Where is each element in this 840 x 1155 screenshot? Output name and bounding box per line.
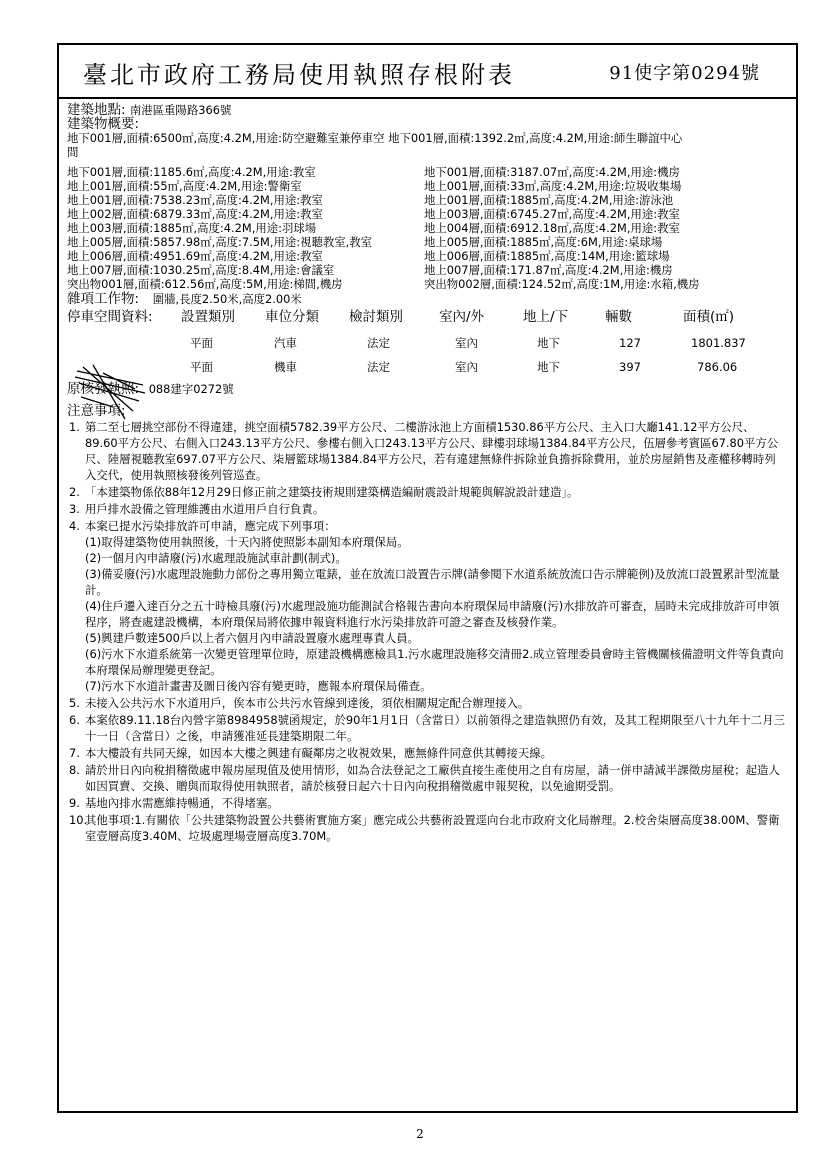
note-number: 8. bbox=[69, 763, 80, 777]
floor-right: 地上006層,面積:1885㎡,高度:14M,用途:籃球場 bbox=[424, 249, 670, 263]
note-text: 基地內排水需應維持暢通，不得堵塞。 bbox=[85, 796, 279, 810]
note-text: 本案已提水污染排放許可申請，應完成下列事項： bbox=[85, 519, 336, 533]
document-frame bbox=[57, 43, 798, 1113]
floor-right: 地上001層,面積:33㎡,高度:4.2M,用途:垃圾收集場 bbox=[424, 179, 682, 193]
parking-cell: 平面 bbox=[190, 336, 213, 350]
floor-row bbox=[67, 221, 786, 235]
parking-cell: 127 bbox=[619, 336, 641, 350]
floor-left: 地上005層,面積:5857.98㎡,高度:7.5M,用途:視聽教室,教室 bbox=[67, 235, 373, 249]
note-number: 3. bbox=[69, 502, 80, 516]
subnote-item: (4)住戶遷入達百分之五十時檢具廢(污)水處理設施功能測試合格報告書向本府環保局申請廢(污)水排放許可審查，屆時未完成排放許可申領程序，將查處建設機構，本府環保局將依據申報資料進行水污染排放許可證之審查及核發作業。 bbox=[85, 599, 780, 629]
parking-header bbox=[67, 308, 786, 330]
floor-right: 地上005層,面積:1885㎡,高度:6M,用途:桌球場 bbox=[424, 235, 663, 249]
overview-line-wrap: 間 bbox=[67, 145, 79, 159]
note-number: 2. bbox=[69, 485, 80, 499]
parking-cell: 法定 bbox=[367, 336, 390, 350]
document-body bbox=[67, 103, 786, 844]
floor-row bbox=[67, 193, 786, 207]
floor-right: 地下001層,面積:3187.07㎡,高度:4.2M,用途:機房 bbox=[424, 165, 680, 179]
parking-col-type: 設置類別 bbox=[181, 309, 235, 325]
note-item bbox=[67, 484, 786, 500]
note-text: 其他事項:1.有關依「公共建築物設置公共藝術實施方案」應完成公共藝術設置逕向台北市政府文化局辦理。2.校舍柒層高度38.00M、警衛室壹層高度3.40M、垃圾處理場壹層高度3.70M。 bbox=[85, 813, 780, 843]
floor-right: 地上004層,面積:6912.18㎡,高度:4.2M,用途:教室 bbox=[424, 221, 680, 235]
subnote-item: (6)污水下水道系統第一次變更管理單位時，原建設機構應檢具1.污水處理設施移交清冊2.成立管理委員會時主管機關核備證明文件等負責向本府環保局辦理變更登記。 bbox=[85, 647, 784, 677]
floor-right: 突出物002層,面積:124.52㎡,高度:1M,用途:水箱,機房 bbox=[424, 277, 700, 291]
floor-row bbox=[67, 179, 786, 193]
parking-cell: 法定 bbox=[367, 360, 390, 374]
notes-heading: 注意事項: bbox=[67, 403, 126, 419]
subnote-item: (2)一個月內申請廢(污)水處理設施試車計劃(制式)。 bbox=[85, 551, 347, 565]
parking-cell: 1801.837 bbox=[691, 336, 746, 350]
original-permit-label: 原核發執照: bbox=[67, 381, 140, 397]
floor-list bbox=[67, 165, 786, 291]
note-text: 未接入公共污水下水道用戶，俟本市公共污水管線到達後，須依相關規定配合辦理接入。 bbox=[85, 696, 530, 710]
floor-left: 地上007層,面積:1030.25㎡,高度:8.4M,用途:會議室 bbox=[67, 263, 335, 277]
note-item bbox=[67, 695, 786, 711]
parking-col-class: 車位分類 bbox=[265, 309, 319, 325]
note-number: 9. bbox=[69, 796, 80, 810]
site-value: 南港區重陽路366號 bbox=[129, 103, 232, 117]
document-number: 91使字第0294號 bbox=[609, 63, 760, 84]
floor-left: 地上003層,面積:1885㎡,高度:4.2M,用途:羽球場 bbox=[67, 221, 317, 235]
document-title: 臺北市政府工務局使用執照存根附表 bbox=[83, 61, 515, 89]
parking-cell: 汽車 bbox=[274, 336, 297, 350]
parking-col-level: 地上/下 bbox=[523, 309, 569, 325]
floor-left: 地上001層,面積:55㎡,高度:4.2M,用途:警衛室 bbox=[67, 179, 302, 193]
floor-row bbox=[67, 207, 786, 221]
parking-cell: 397 bbox=[619, 360, 641, 374]
floor-right: 地上001層,面積:1885㎡,高度:4.2M,用途:游泳池 bbox=[424, 193, 674, 207]
note-text: 「本建築物係依88年12月29日修正前之建築技術規則建築構造編耐震設計規範與解說設計建造」。 bbox=[85, 485, 579, 499]
note-item bbox=[67, 812, 786, 844]
floor-left: 地上006層,面積:4951.69㎡,高度:4.2M,用途:教室 bbox=[67, 249, 323, 263]
note-text: 用戶排水設備之管理維護由水道用戶自行負責。 bbox=[85, 502, 325, 516]
parking-cell: 平面 bbox=[190, 360, 213, 374]
site-label: 建築地點: bbox=[67, 102, 126, 118]
floor-row bbox=[67, 277, 786, 291]
note-number: 10. bbox=[69, 813, 88, 827]
floor-left: 地上001層,面積:7538.23㎡,高度:4.2M,用途:教室 bbox=[67, 193, 323, 207]
site-row bbox=[67, 103, 786, 117]
floor-left: 地上002層,面積:6879.33㎡,高度:4.2M,用途:教室 bbox=[67, 207, 323, 221]
note-text: 本案依89.11.18台內營字第8984958號函規定，於90年1月1日（含當日）以前領得之建造執照仍有效，及其工程期限至八十九年十二月三十一日（含當日）之後，申請獲准延長建築期限二年。 bbox=[85, 713, 785, 743]
parking-row bbox=[67, 354, 786, 378]
floor-row bbox=[67, 165, 786, 179]
misc-value: 圍牆,長度2.50米,高度2.00米 bbox=[152, 292, 302, 306]
parking-row bbox=[67, 330, 786, 354]
floor-row bbox=[67, 263, 786, 277]
note-item bbox=[67, 501, 786, 517]
parking-cell: 786.06 bbox=[697, 360, 738, 374]
title-bar bbox=[59, 45, 796, 99]
note-number: 7. bbox=[69, 746, 80, 760]
page-number: 2 bbox=[416, 1127, 424, 1141]
parking-col-review: 檢討類別 bbox=[349, 309, 403, 325]
note-number: 5. bbox=[69, 696, 80, 710]
parking-col-area: 面積(㎡) bbox=[683, 309, 735, 325]
overview-label: 建築物概要: bbox=[67, 116, 140, 132]
subnote-item: (5)興建戶數達500戶以上者六個月內申請設置廢水處理專責人員。 bbox=[85, 631, 420, 645]
parking-col-inout: 室內/外 bbox=[439, 309, 485, 325]
note-text: 本大樓設有共同天線，如因本大樓之興建有礙鄰房之收視效果，應無條件同意供其轉接天線。 bbox=[85, 746, 553, 760]
parking-cell: 地下 bbox=[537, 360, 560, 374]
note-number: 1. bbox=[69, 420, 80, 434]
floor-right: 地上007層,面積:171.87㎡,高度:4.2M,用途:機房 bbox=[424, 263, 673, 277]
overview-line: 地下001層,面積:6500㎡,高度:4.2M,用途:防空避難室兼停車空 地下001層,面積:1392.2㎡,高度:4.2M,用途:師生聯誼中心 bbox=[67, 131, 683, 145]
original-permit-row bbox=[67, 382, 786, 396]
floor-left: 突出物001層,面積:612.56㎡,高度:5M,用途:梯間,機房 bbox=[67, 277, 343, 291]
parking-cell: 機車 bbox=[274, 360, 297, 374]
misc-row bbox=[67, 292, 786, 306]
floor-row bbox=[67, 235, 786, 249]
note-item bbox=[67, 518, 786, 534]
floor-left: 地下001層,面積:1185.6㎡,高度:4.2M,用途:教室 bbox=[67, 165, 316, 179]
note-number: 4. bbox=[69, 519, 80, 533]
original-permit-value: 088建字0272號 bbox=[148, 382, 234, 396]
parking-col-count: 輛數 bbox=[605, 309, 632, 325]
note-text: 請於卅日內向稅捐稽徵處申報房屋現值及使用情形，如為合法登記之工廠供直接生產使用之自有房屋，請一併申請減半課徵房屋稅；起造人如因買賣、交換、贈與而取得使用執照者，請於核發日起六十日內向稅捐稽徵處申報契稅，以免逾期受罰。 bbox=[85, 763, 780, 793]
subnote-item: (1)取得建築物使用執照後，十天內將使照影本副知本府環保局。 bbox=[85, 535, 409, 549]
misc-label: 雜項工作物: bbox=[67, 291, 140, 307]
parking-cell: 地下 bbox=[537, 336, 560, 350]
note-text: 第二至七層挑空部份不得違建，挑空面積5782.39平方公尺、二樓游泳池上方面積1530.86平方公尺、主入口大廳141.12平方公尺、89.60平方公尺、右側入口243.13平方公尺、參樓右側入口243.13平方公尺、肆樓羽球場1384.84平方公尺，伍層參考賓區67.80平方公尺、陸層視聽教室697.07平方公尺、柒層籃球場1384.84平方公尺，若有違建無條件拆除並負擔拆除費用，並於房屋銷售及產權移轉時列入交代，使用執照核發後列管巡查。 bbox=[85, 420, 779, 482]
parking-cell: 室內 bbox=[455, 360, 478, 374]
note-item bbox=[67, 419, 786, 483]
note-item bbox=[67, 712, 786, 744]
subnote-item: (3)備妥廢(污)水處理設施動力部份之專用獨立電錶，並在放流口設置告示牌(請參閱下水道系統放流口告示牌範例)及放流口設置累計型流量計。 bbox=[85, 567, 780, 597]
subnote-item: (7)污水下水道計畫書及圖日後內容有變更時，應報本府環保局備查。 bbox=[85, 679, 432, 693]
note-number: 6. bbox=[69, 713, 80, 727]
note-item bbox=[67, 762, 786, 794]
parking-cell: 室內 bbox=[455, 336, 478, 350]
floor-row bbox=[67, 249, 786, 263]
note-item bbox=[67, 795, 786, 811]
parking-label: 停車空間資料: bbox=[67, 309, 153, 325]
note-item bbox=[67, 745, 786, 761]
floor-right: 地上003層,面積:6745.27㎡,高度:4.2M,用途:教室 bbox=[424, 207, 680, 221]
